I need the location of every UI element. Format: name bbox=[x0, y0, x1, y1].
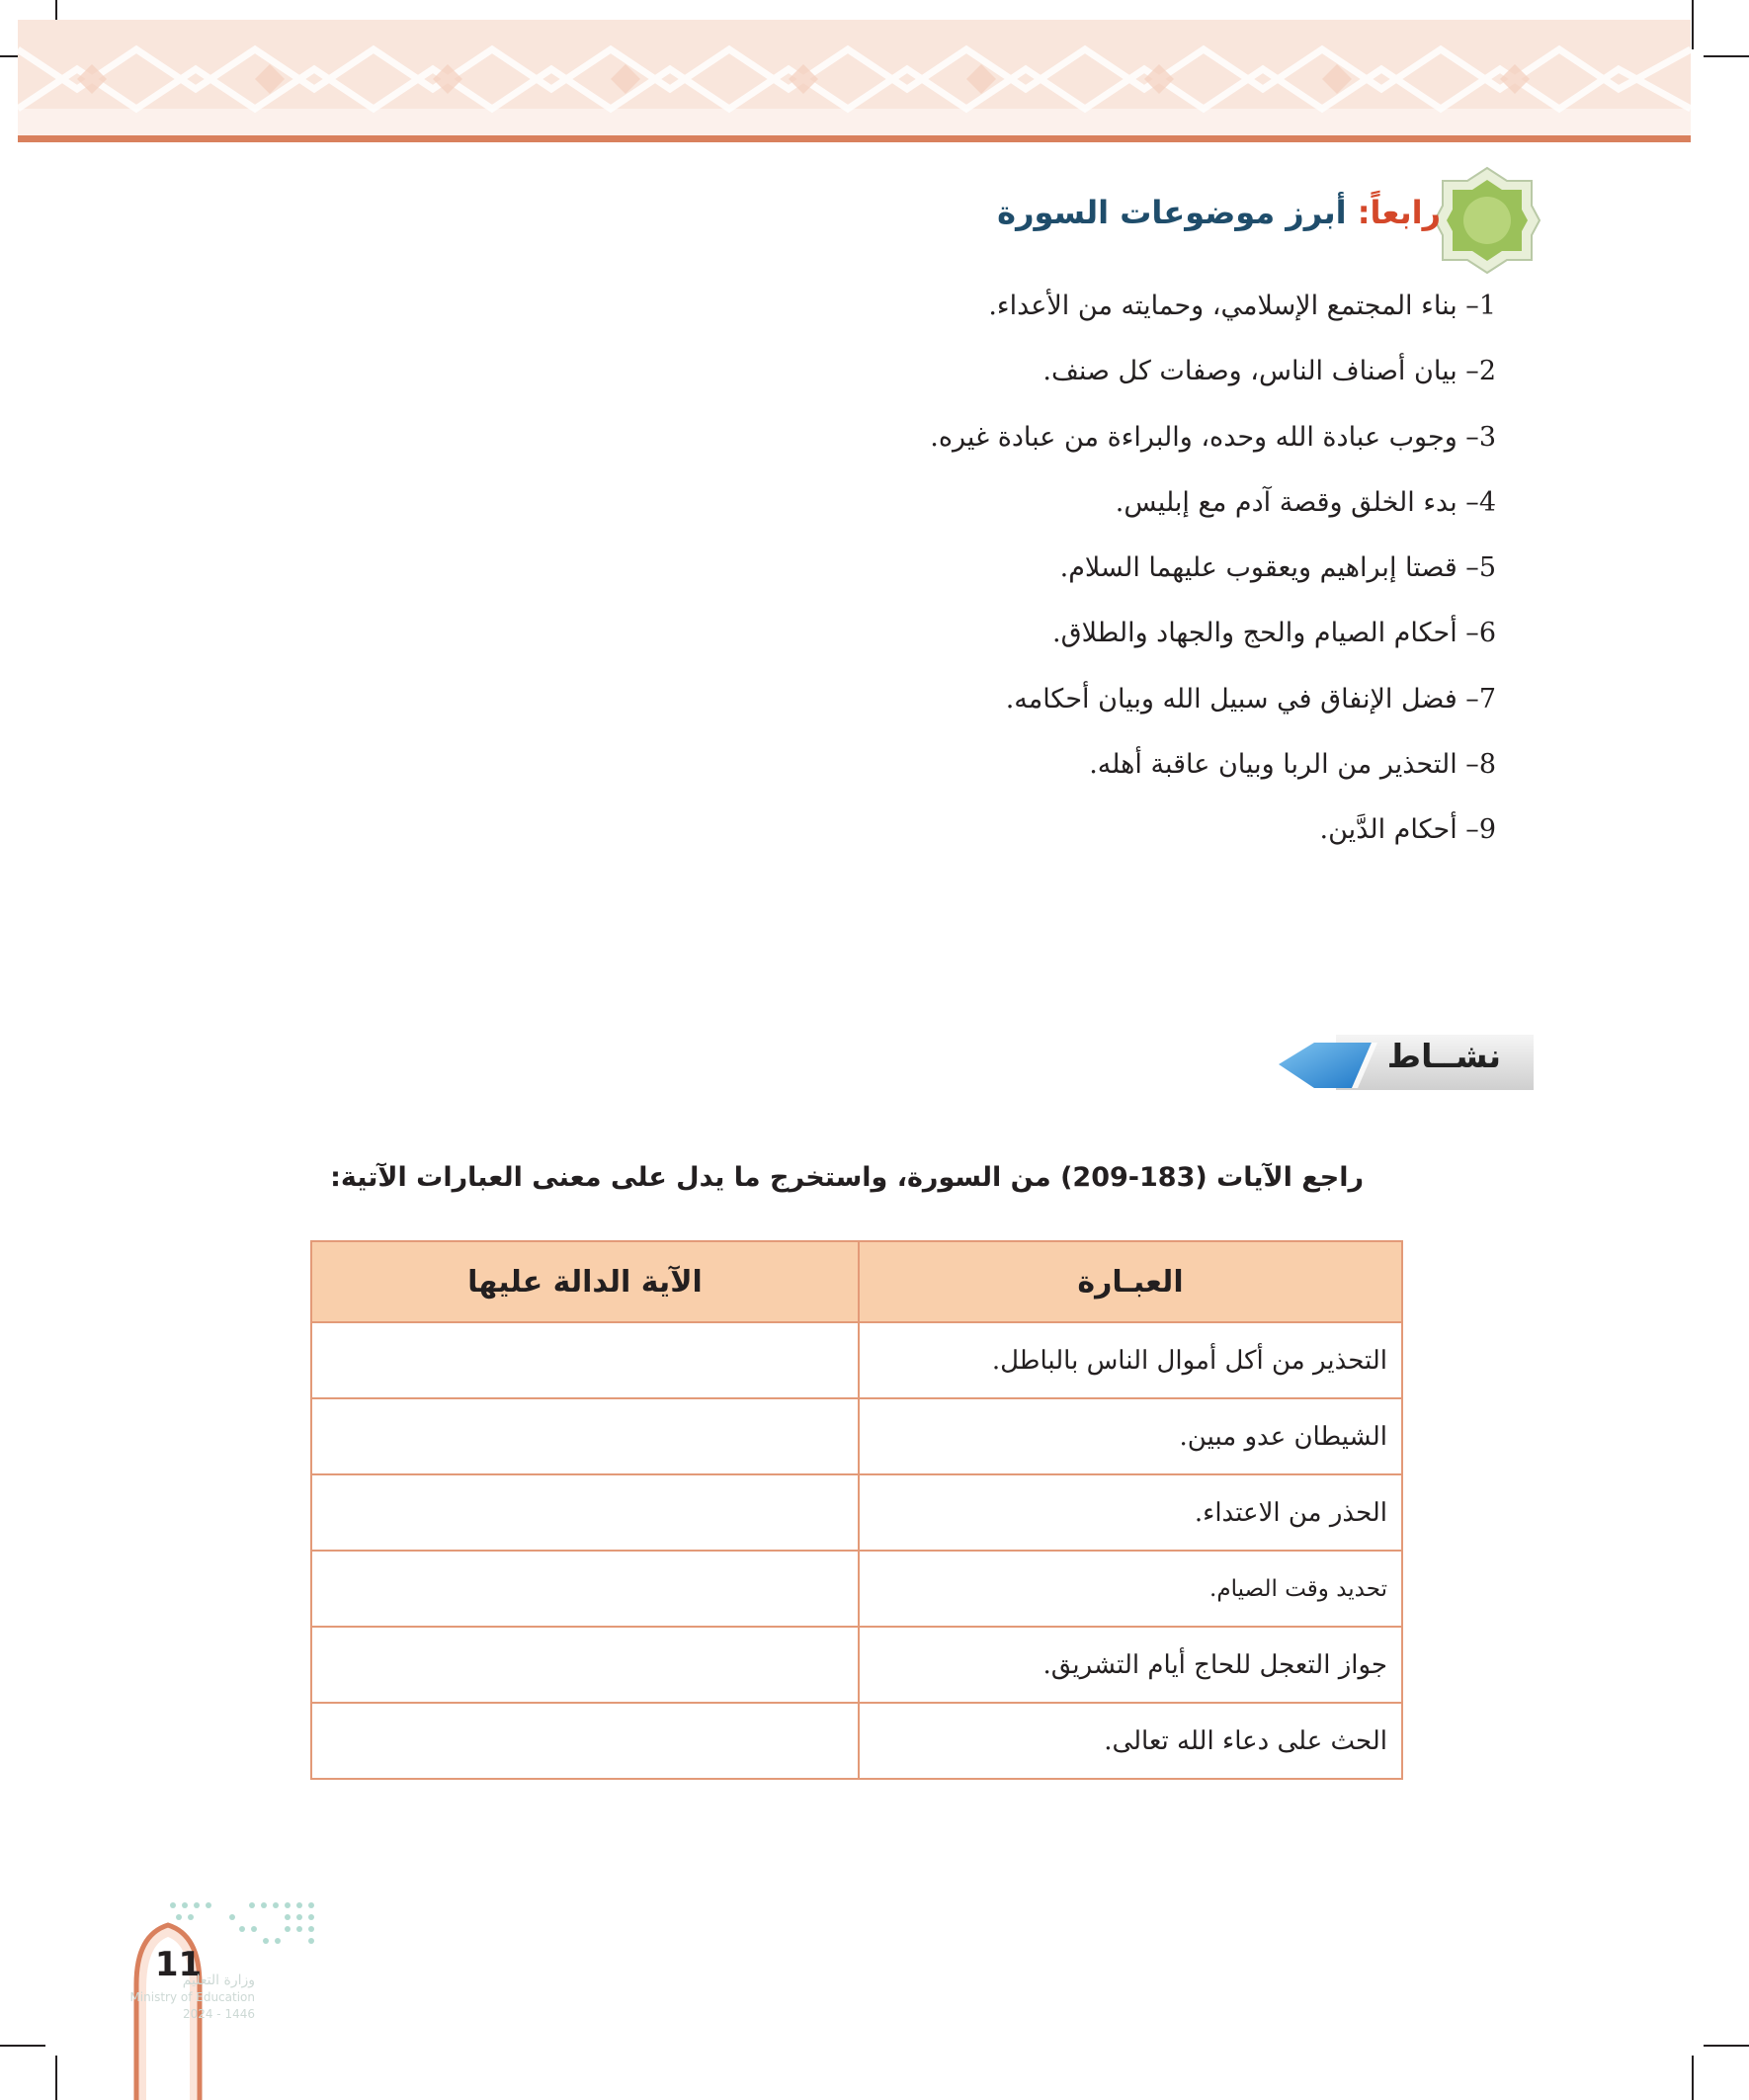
list-item: 5– قصتا إبراهيم ويعقوب عليهما السلام. bbox=[1059, 552, 1496, 584]
table-row bbox=[311, 1398, 1402, 1474]
topics-list bbox=[607, 287, 1496, 877]
activity-table bbox=[310, 1240, 1403, 1780]
list-item: 1– بناء المجتمع الإسلامي، وحمايته من الأعداء. bbox=[988, 291, 1496, 321]
list-item: 9– أحكام الدَّين. bbox=[1319, 814, 1496, 846]
table-row bbox=[311, 1322, 1402, 1398]
answer-cell[interactable] bbox=[311, 1474, 859, 1551]
list-item: 4– بدء الخلق وقصة آدم مع إبليس. bbox=[1115, 486, 1496, 518]
answer-cell[interactable] bbox=[311, 1398, 859, 1474]
crop-mark bbox=[55, 2056, 57, 2100]
crop-mark bbox=[1704, 2045, 1749, 2047]
phrase-cell: الحث على دعاء الله تعالى. bbox=[859, 1703, 1402, 1779]
list-item: 7– فضل الإنفاق في سبيل الله وبيان أحكامه. bbox=[1005, 683, 1496, 714]
phrase-cell: الحذر من الاعتداء. bbox=[859, 1474, 1402, 1551]
ministry-name-ar: وزارة التعليم bbox=[182, 1973, 255, 1988]
section-heading bbox=[949, 166, 1541, 275]
phrase-cell: التحذير من أكل أموال الناس بالباطل. bbox=[859, 1322, 1402, 1398]
answer-cell[interactable] bbox=[311, 1322, 859, 1398]
section-title-text: أبرز موضوعات السورة bbox=[997, 194, 1347, 231]
table-row bbox=[311, 1627, 1402, 1703]
list-item: 6– أحكام الصيام والحج والجهاد والطلاق. bbox=[1052, 618, 1496, 649]
list-item: 3– وجوب عبادة الله وحده، والبراءة من عبادة غيره. bbox=[930, 421, 1496, 453]
phrase-cell: تحديد وقت الصيام. bbox=[859, 1551, 1402, 1627]
column-header-phrase: العبـارة bbox=[859, 1241, 1402, 1322]
crop-mark bbox=[1692, 0, 1694, 49]
phrase-cell: الشيطان عدو مبين. bbox=[859, 1398, 1402, 1474]
table-row bbox=[311, 1551, 1402, 1627]
crop-mark bbox=[0, 2045, 45, 2047]
header-pattern-band bbox=[18, 20, 1691, 136]
page-number: 11 bbox=[154, 1945, 203, 1984]
phrase-cell: جواز التعجل للحاج أيام التشريق. bbox=[859, 1627, 1402, 1703]
header-divider bbox=[18, 135, 1691, 142]
ministry-year: 2024 - 1446 bbox=[182, 2007, 255, 2021]
table-row bbox=[311, 1474, 1402, 1551]
section-title bbox=[997, 194, 1441, 231]
ministry-name bbox=[97, 1973, 255, 2023]
table-row bbox=[311, 1703, 1402, 1779]
crop-mark bbox=[1704, 55, 1749, 57]
octagon-ornament-icon bbox=[1433, 166, 1541, 275]
answer-cell[interactable] bbox=[311, 1551, 859, 1627]
list-item: 8– التحذير من الربا وبيان عاقبة أهله. bbox=[1089, 749, 1496, 781]
ministry-name-en: Ministry of Education bbox=[129, 1990, 255, 2004]
crop-mark bbox=[1692, 2056, 1694, 2100]
column-header-verse: الآية الدالة عليها bbox=[311, 1241, 859, 1322]
table-header-row bbox=[311, 1241, 1402, 1322]
answer-cell[interactable] bbox=[311, 1627, 859, 1703]
activity-instruction: راجع الآيات (183-209) من السورة، واستخرج ما يدل على معنى العبارات الآتية: bbox=[330, 1162, 1364, 1193]
answer-cell[interactable] bbox=[311, 1703, 859, 1779]
section-title-prefix: رابعاً: bbox=[1357, 194, 1441, 231]
activity-label: نشــاط bbox=[1386, 1037, 1501, 1075]
activity-badge bbox=[1275, 1031, 1537, 1100]
list-item: 2– بيان أصناف الناس، وصفات كل صنف. bbox=[1042, 356, 1496, 387]
